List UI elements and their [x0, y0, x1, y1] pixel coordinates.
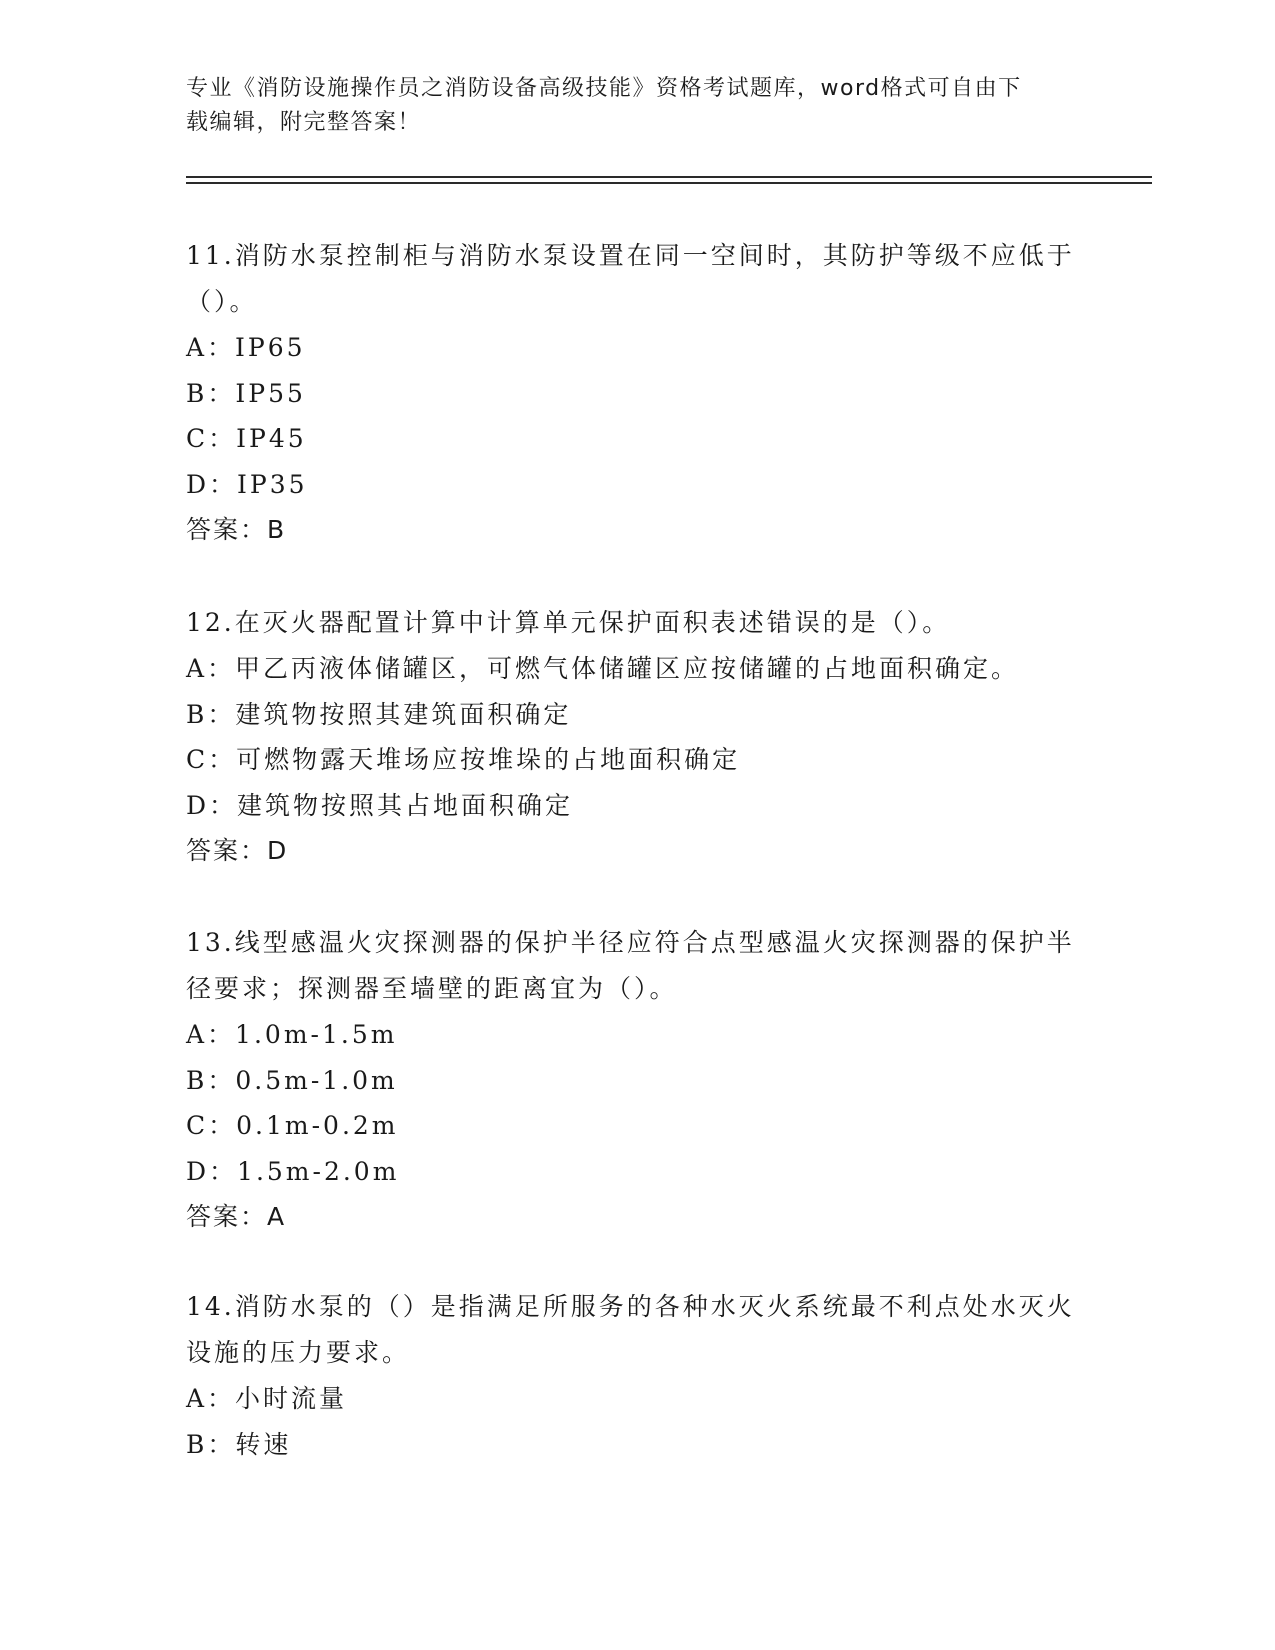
- header-divider-top: [186, 176, 1152, 178]
- question-stem: 14.消防水泵的（）是指满足所服务的各种水灭火系统最不利点处水灭火设施的压力要求。: [186, 1292, 1075, 1367]
- option-b: B：建筑物按照其建筑面积确定: [186, 699, 572, 729]
- option-c: C：0.1m-0.2m: [186, 1111, 399, 1140]
- option-a: A：1.0m-1.5m: [186, 1020, 398, 1049]
- option-a: A：甲乙丙液体储罐区，可燃气体储罐区应按储罐的占地面积确定。: [186, 654, 1020, 683]
- answer: 答案：B: [186, 515, 287, 544]
- header-line-2: 载编辑，附完整答案！: [186, 110, 422, 135]
- question-stem: 13.线型感温火灾探测器的保护半径应符合点型感温火灾探测器的保护半径要求；探测器至墙壁的距离宜为（）。: [186, 928, 1075, 1003]
- question-stem: 12.在灭火器配置计算中计算单元保护面积表述错误的是（）。: [186, 608, 951, 637]
- question-stem: 11.消防水泵控制柜与消防水泵设置在同一空间时，其防护等级不应低于（）。: [186, 241, 1075, 316]
- option-d: D：建筑物按照其占地面积确定: [186, 790, 574, 820]
- option-d: D：1.5m-2.0m: [186, 1156, 400, 1186]
- header-line-1: 专业《消防设施操作员之消防设备高级技能》资格考试题库，word格式可自由下: [186, 76, 1022, 101]
- header-divider-bottom: [186, 182, 1152, 184]
- option-a: A：小时流量: [186, 1384, 348, 1413]
- option-c: C：可燃物露天堆场应按堆垛的占地面积确定: [186, 745, 741, 774]
- option-d: D：IP35: [186, 469, 308, 499]
- option-a: A：IP65: [186, 333, 306, 362]
- option-b: B：转速: [186, 1429, 292, 1459]
- option-b: B：0.5m-1.0m: [186, 1065, 398, 1095]
- answer: 答案：A: [186, 1202, 287, 1231]
- document-header: [186, 72, 1086, 140]
- question-14: [186, 1284, 1086, 1467]
- question-12: [186, 600, 1086, 874]
- option-b: B：IP55: [186, 378, 306, 408]
- question-11: [186, 233, 1086, 553]
- answer: 答案：D: [186, 836, 289, 865]
- question-13: [186, 920, 1086, 1240]
- option-c: C：IP45: [186, 424, 307, 453]
